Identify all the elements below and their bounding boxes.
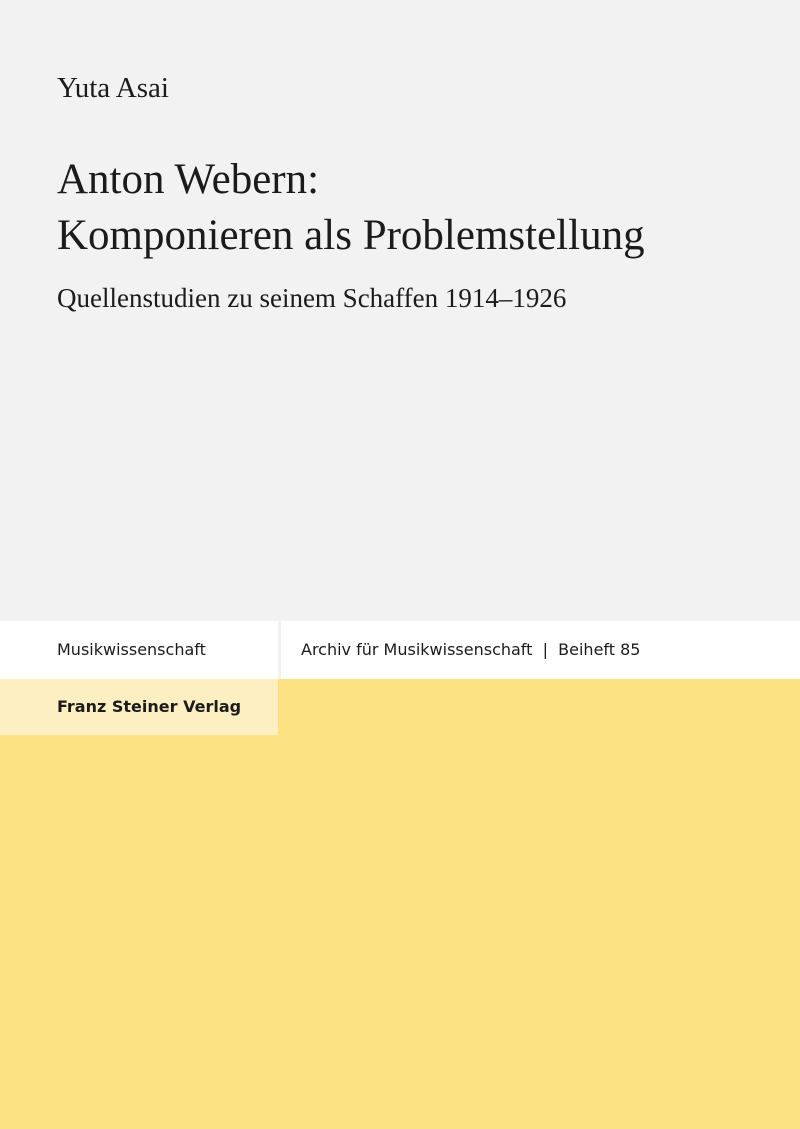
book-title	[57, 152, 645, 264]
publisher-name: Franz Steiner Verlag	[57, 697, 242, 716]
cover-bottom-area	[0, 679, 800, 1129]
series-band-divider	[278, 621, 281, 679]
subject-label: Musikwissenschaft	[57, 640, 206, 659]
book-subtitle: Quellenstudien zu seinem Schaffen 1914–1926	[57, 283, 567, 313]
series-label: Archiv für Musikwissenschaft | Beiheft 85	[301, 640, 641, 659]
title-line-2: Komponieren als Problemstellung	[57, 212, 645, 259]
title-line-1: Anton Webern:	[57, 156, 320, 203]
author-name: Yuta Asai	[57, 72, 169, 104]
